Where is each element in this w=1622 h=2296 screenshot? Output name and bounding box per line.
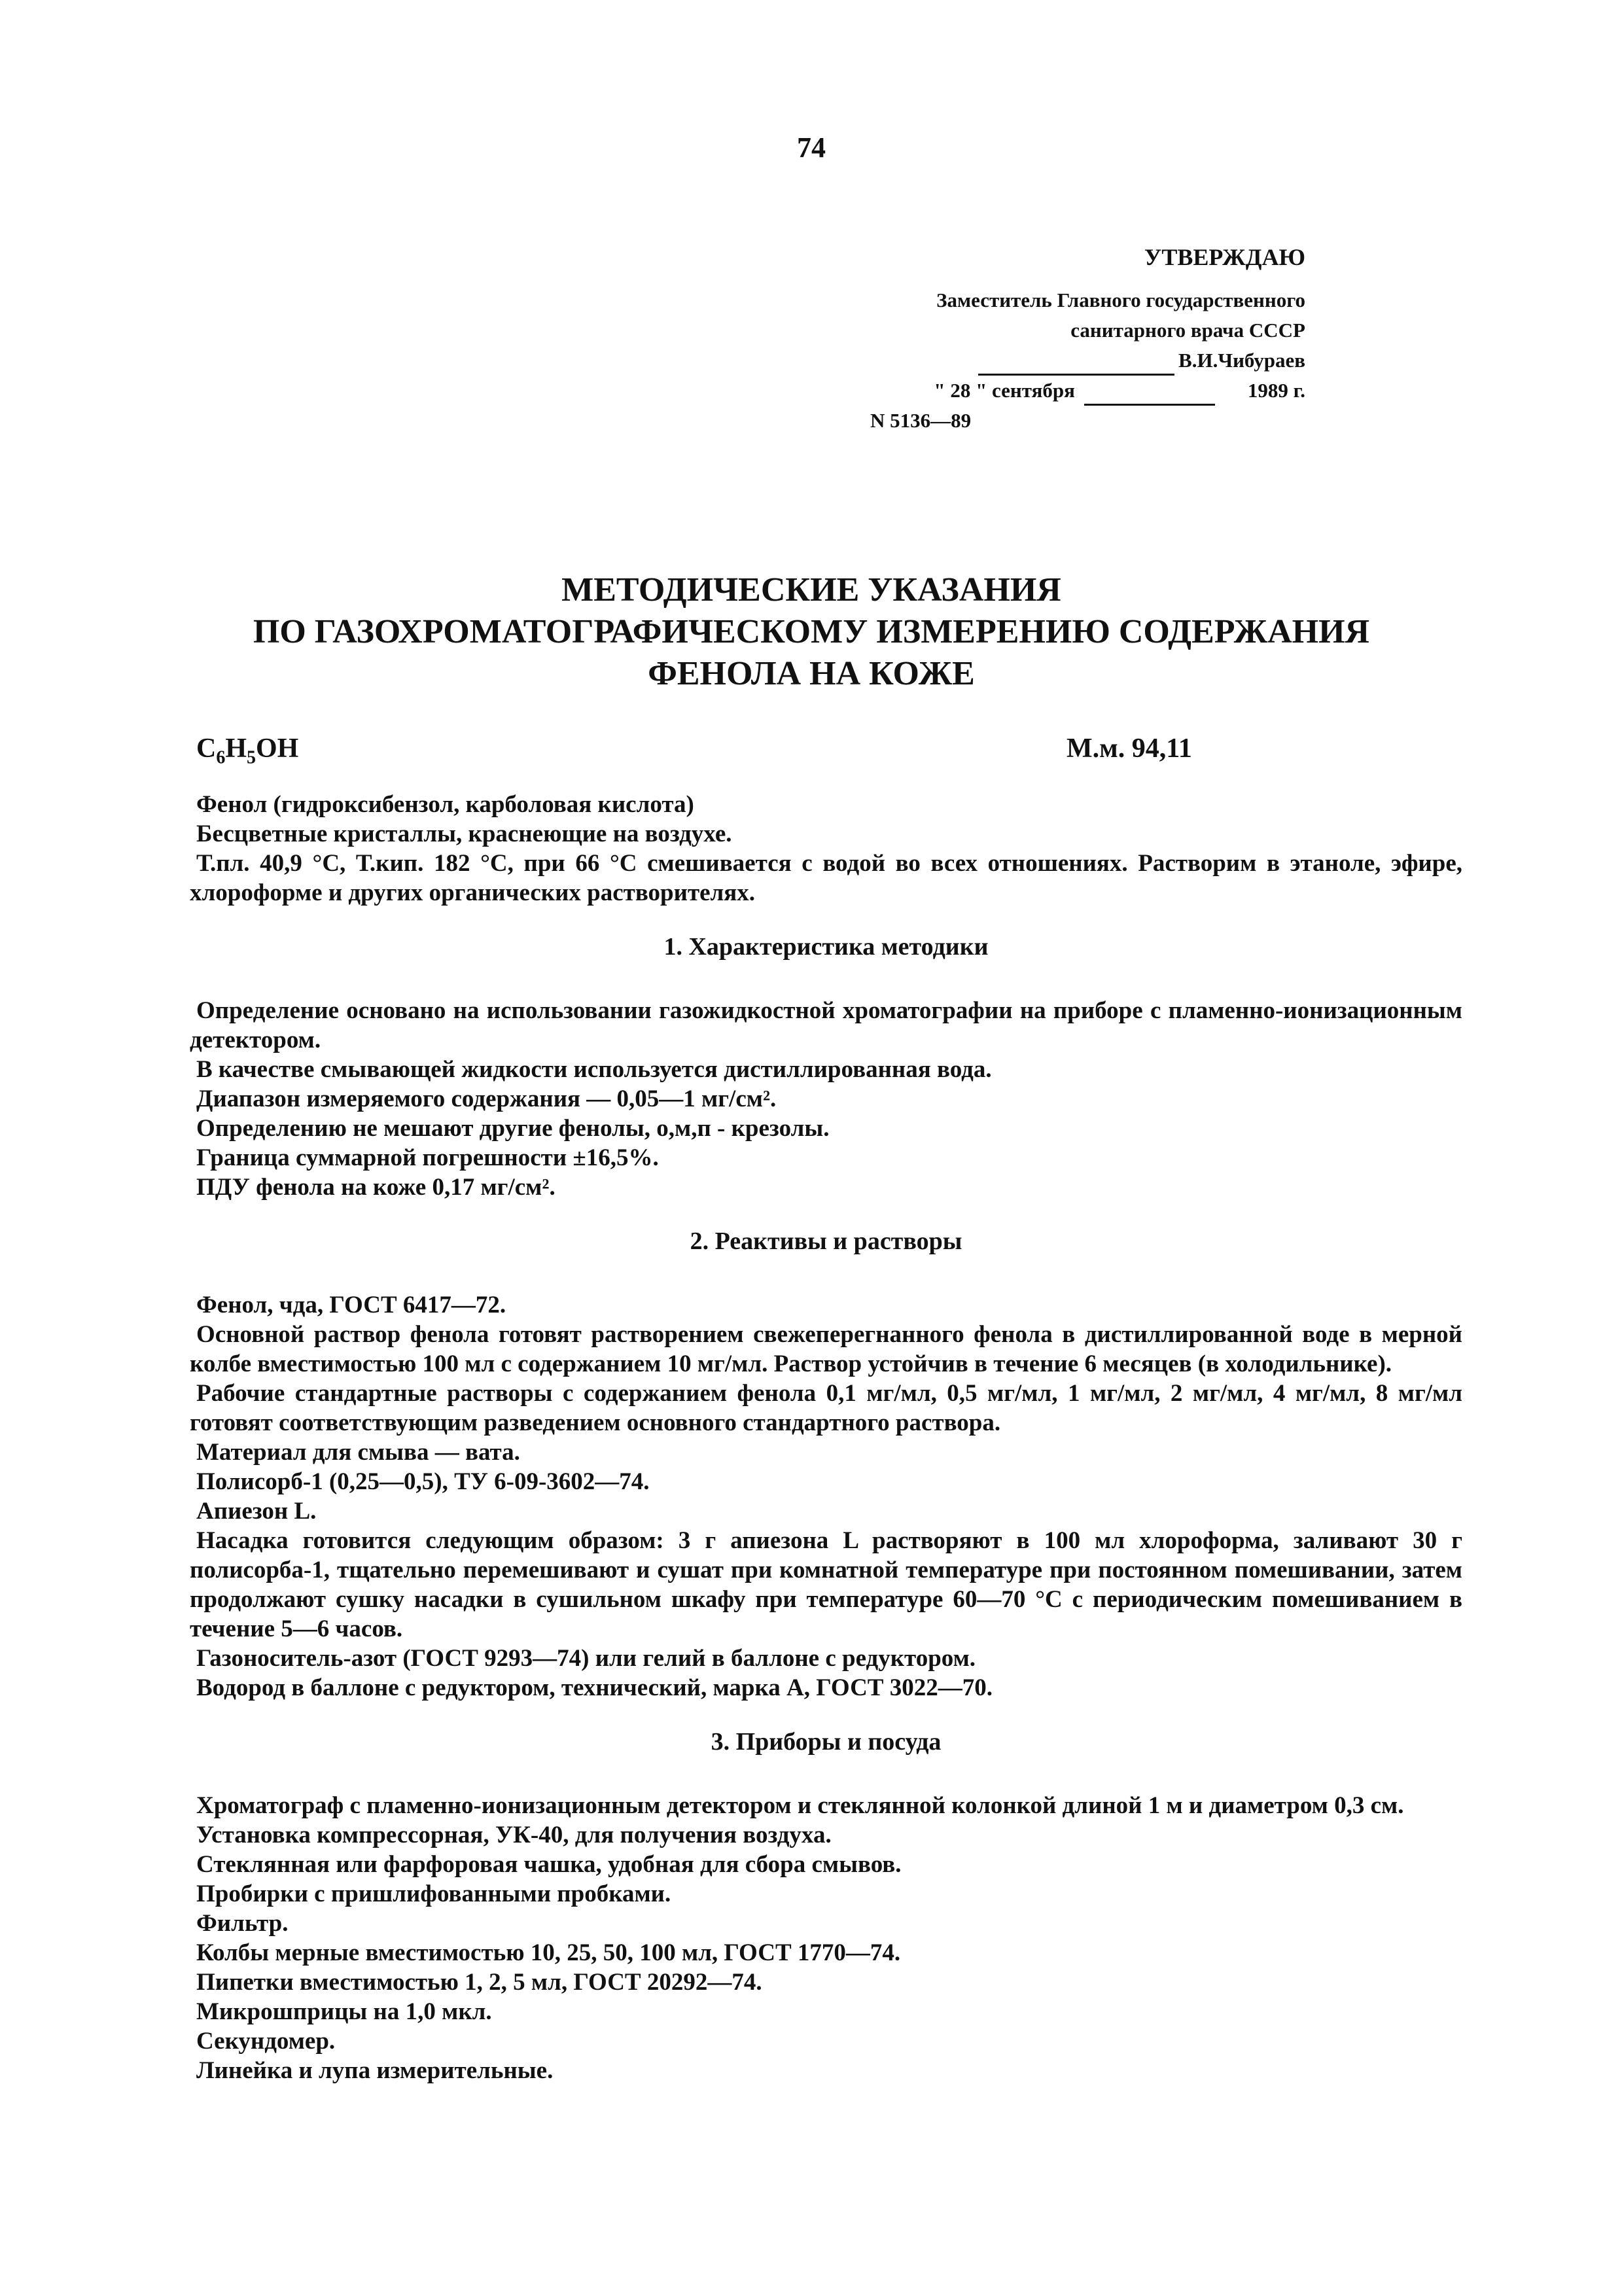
document-title (196, 569, 1426, 695)
approval-position-line2: санитарного врача СССР (1070, 319, 1305, 342)
approval-signatory: В.И.Чибураев (1178, 349, 1305, 372)
paragraph: В качестве смывающей жидкости используется дистиллированная вода. (196, 1056, 992, 1083)
approval-date-row (870, 376, 1305, 406)
paragraph: Апиезон L. (196, 1498, 317, 1525)
paragraph: Пробирки с пришлифованными пробками. (196, 1881, 671, 1907)
section-heading-2: 2. Реактивы и растворы (690, 1227, 962, 1255)
molar-mass: М.м. 94,11 (1067, 733, 1192, 764)
signature-line (978, 354, 1174, 376)
approval-date-month: сентября (992, 379, 1075, 402)
paragraph: ПДУ фенола на коже 0,17 мг/см². (196, 1174, 555, 1201)
paragraph: Микрошприцы на 1,0 мкл. (196, 1998, 492, 2025)
substance-properties: Т.пл. 40,9 °С, Т.кип. 182 °С, при 66 °С смешивается с водой во всех отношениях. Растворим в этаноле, эфире, хлороформе и других органических растворителях. (190, 850, 1462, 906)
paragraph: Граница суммарной погрешности ±16,5%. (196, 1144, 659, 1171)
date-line (1084, 384, 1215, 406)
paragraph: Фильтр. (196, 1910, 289, 1937)
paragraph: Газоноситель-азот (ГОСТ 9293—74) или гелий в баллоне с редуктором. (196, 1645, 976, 1672)
approval-date-year: 1989 г. (1247, 379, 1305, 402)
paragraph: Материал для смыва — вата. (196, 1439, 520, 1466)
title-line1: МЕТОДИЧЕСКИЕ УКАЗАНИЯ (561, 571, 1061, 609)
paragraph: Колбы мерные вместимостью 10, 25, 50, 100 мл, ГОСТ 1770—74. (196, 1939, 901, 1966)
approval-number: N 5136—89 (870, 409, 972, 432)
approval-signature-row (870, 345, 1305, 376)
paragraph: Основной раствор фенола готовят растворением свежеперегнанного фенола в дистиллированной воде в мерной колбе вместимостью 100 мл с содержанием 10 мг/мл. Раствор устойчив в течение 6 месяцев (в холодильнике). (190, 1321, 1462, 1377)
approval-heading: УТВЕРЖДАЮ (1144, 244, 1305, 270)
page-number: 74 (797, 132, 826, 164)
paragraph: Секундомер. (196, 2028, 336, 2055)
paragraph: Водород в баллоне с редуктором, технический, марка А, ГОСТ 3022—70. (196, 1674, 993, 1701)
paragraph: Стеклянная или фарфоровая чашка, удобная для сбора смывов. (196, 1851, 902, 1878)
section-heading-3: 3. Приборы и посуда (711, 1728, 942, 1756)
paragraph: Хроматограф с пламенно-ионизационным детектором и стеклянной колонкой длиной 1 м и диаметром 0,3 см. (196, 1792, 1404, 1819)
paragraph: Рабочие стандартные растворы с содержанием фенола 0,1 мг/мл, 0,5 мг/мл, 1 мг/мл, 2 мг/мл, 4 мг/мл, 8 мг/мл готовят соответствующим разведением основного стандартного раствора. (190, 1380, 1462, 1436)
paragraph: Фенол, чда, ГОСТ 6417—72. (196, 1292, 506, 1318)
title-line3: ФЕНОЛА НА КОЖЕ (648, 655, 975, 692)
paragraph: Линейка и лупа измерительные. (196, 2057, 554, 2084)
paragraph: Пипетки вместимостью 1, 2, 5 мл, ГОСТ 20292—74. (196, 1969, 762, 1996)
section-heading-1: 1. Характеристика методики (663, 933, 989, 961)
paragraph: Насадка готовится следующим образом: 3 г апиезона L растворяют в 100 мл хлороформа, заливают 30 г полисорба-1, тщательно перемешивают и сушат при комнатной температуре при постоянном помешивании, затем продолжают сушку насадки в сушильном шкафу при температуре 60—70 °С с периодическим помешиванием в течение 5—6 часов. (190, 1527, 1462, 1642)
substance-name: Фенол (гидроксибензол, карболовая кислота) (196, 791, 694, 818)
chemical-formula: $C_6H_5OH$ (196, 733, 299, 768)
paragraph: Определение основано на использовании газожидкостной хроматографии на приборе с пламенно-ионизационным детектором. (190, 997, 1462, 1053)
paragraph: Полисорб-1 (0,25—0,5), ТУ 6-09-3602—74. (196, 1468, 650, 1495)
substance-appearance: Бесцветные кристаллы, краснеющие на воздухе. (196, 821, 732, 847)
approval-date-day: " 28 " (934, 379, 987, 402)
paragraph: Установка компрессорная, УК-40, для получения воздуха. (196, 1822, 832, 1848)
title-line2: ПО ГАЗОХРОМАТОГРАФИЧЕСКОМУ ИЗМЕРЕНИЮ СОДЕРЖАНИЯ (253, 613, 1370, 650)
approval-block (870, 242, 1305, 436)
approval-position-line1: Заместитель Главного государственного (936, 289, 1305, 311)
paragraph: Диапазон измеряемого содержания — 0,05—1 мг/см². (196, 1086, 777, 1112)
paragraph: Определению не мешают другие фенолы, о,м,п - крезолы. (196, 1115, 830, 1142)
document-body (190, 775, 1462, 2085)
